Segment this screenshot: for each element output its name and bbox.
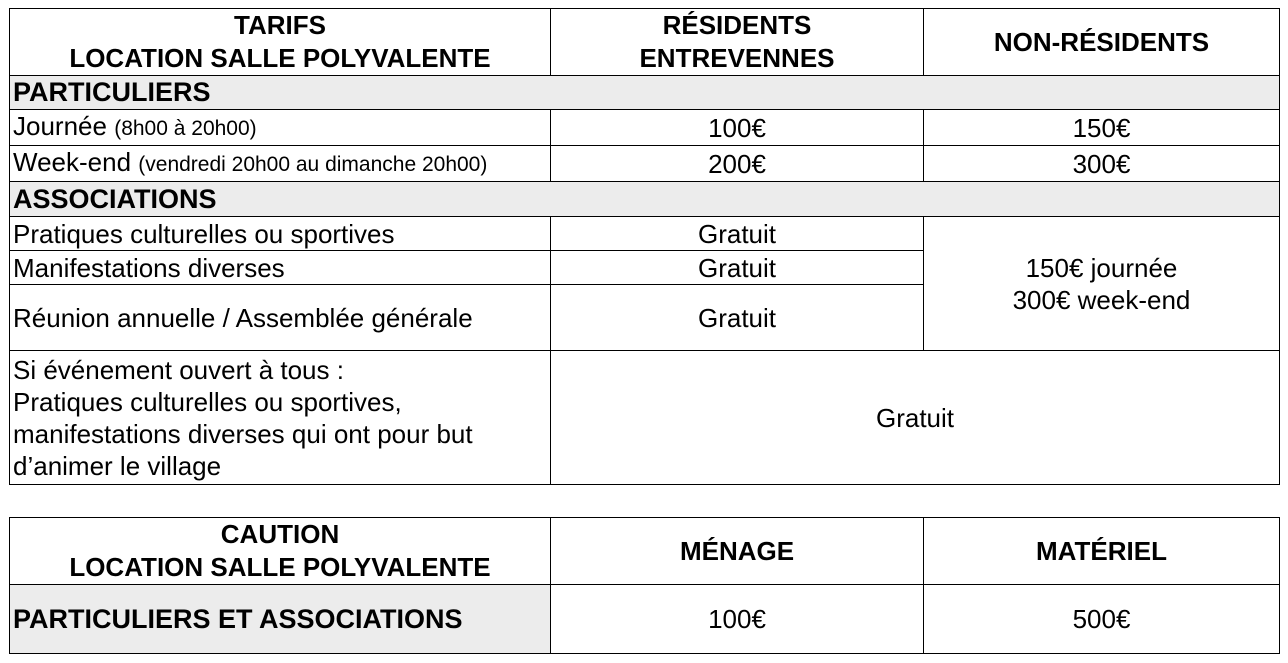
open-event-line1: Si événement ouvert à tous : bbox=[13, 354, 344, 385]
open-event-value: Gratuit bbox=[551, 351, 1280, 485]
particuliers-section-row bbox=[10, 76, 1280, 110]
residents-header-line2: ENTREVENNES bbox=[639, 43, 835, 73]
caution-title-line2: LOCATION SALLE POLYVALENTE bbox=[69, 552, 491, 582]
tarifs-title-line2: LOCATION SALLE POLYVALENTE bbox=[69, 43, 491, 73]
residents-value: 100€ bbox=[551, 110, 924, 146]
row-label: Journée bbox=[13, 111, 107, 141]
open-event-line3: manifestations diverses qui ont pour but bbox=[13, 418, 473, 449]
residents-value: 200€ bbox=[551, 146, 924, 182]
row-label: Pratiques culturelles ou sportives bbox=[10, 217, 551, 251]
residents-header-line1: RÉSIDENTS bbox=[662, 10, 812, 40]
open-event-line4: d’animer le village bbox=[13, 450, 222, 481]
tarifs-table bbox=[9, 8, 1280, 485]
residents-value: Gratuit bbox=[551, 217, 924, 251]
residents-header-cell bbox=[551, 9, 924, 76]
residents-value: Gratuit bbox=[551, 285, 924, 351]
row-label: Réunion annuelle / Assemblée générale bbox=[10, 285, 551, 351]
caution-header-row bbox=[10, 518, 1280, 585]
non-residents-value: 150€ bbox=[924, 110, 1280, 146]
row-label-cell bbox=[10, 110, 551, 146]
row-detail: (8h00 à 20h00) bbox=[114, 117, 257, 140]
particuliers-section-label: PARTICULIERS bbox=[10, 76, 1280, 110]
materiel-header: MATÉRIEL bbox=[924, 518, 1280, 585]
associations-section-label: ASSOCIATIONS bbox=[10, 182, 1280, 217]
table-row bbox=[10, 110, 1280, 146]
table-row bbox=[10, 585, 1280, 654]
caution-table bbox=[9, 517, 1280, 654]
open-event-label-cell bbox=[10, 351, 551, 485]
tarifs-title-line1: TARIFS bbox=[234, 10, 326, 40]
associations-non-residents-line1: 150€ journée bbox=[1025, 252, 1178, 283]
menage-value: 100€ bbox=[551, 585, 924, 654]
non-residents-value: 300€ bbox=[924, 146, 1280, 182]
row-label-cell bbox=[10, 146, 551, 182]
caution-title-cell bbox=[10, 518, 551, 585]
materiel-value: 500€ bbox=[924, 585, 1280, 654]
associations-non-residents-line2: 300€ week-end bbox=[1012, 284, 1191, 315]
row-label: Week-end bbox=[13, 147, 132, 177]
non-residents-header: NON-RÉSIDENTS bbox=[924, 9, 1280, 76]
open-event-line2: Pratiques culturelles ou sportives, bbox=[13, 386, 402, 417]
row-label: Manifestations diverses bbox=[10, 251, 551, 285]
tarifs-header-row bbox=[10, 9, 1280, 76]
associations-section-row bbox=[10, 182, 1280, 217]
row-detail: (vendredi 20h00 au dimanche 20h00) bbox=[138, 153, 488, 176]
tarifs-title-cell bbox=[10, 9, 551, 76]
associations-non-residents-cell bbox=[924, 217, 1280, 351]
table-row bbox=[10, 146, 1280, 182]
caution-title-line1: CAUTION bbox=[220, 519, 340, 549]
menage-header: MÉNAGE bbox=[551, 518, 924, 585]
open-event-row bbox=[10, 351, 1280, 485]
caution-row-label: PARTICULIERS ET ASSOCIATIONS bbox=[10, 585, 551, 654]
table-row bbox=[10, 217, 1280, 251]
residents-value: Gratuit bbox=[551, 251, 924, 285]
